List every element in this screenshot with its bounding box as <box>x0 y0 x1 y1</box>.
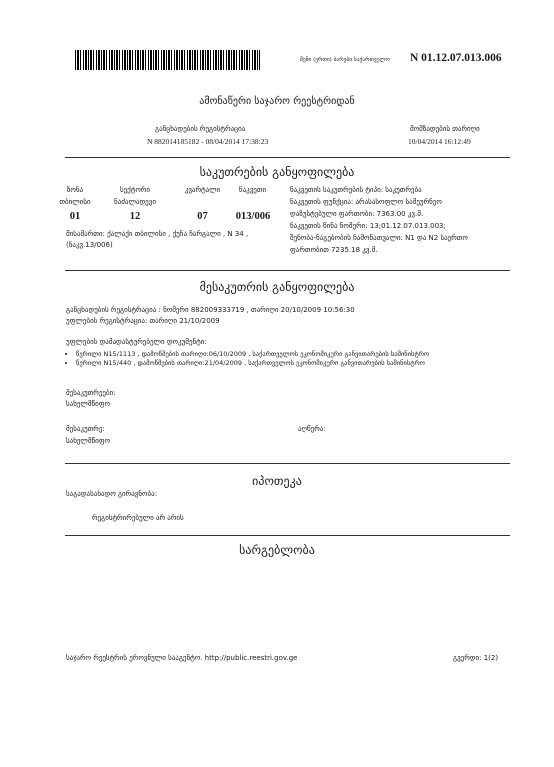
page-number: გვერდი: 1(2) <box>453 654 499 662</box>
rights-date-line: უფლების რეგისტრაცია: თარიღი 21/10/2009 <box>66 317 220 325</box>
col-value-plot: 013/006 <box>235 211 271 222</box>
col-value-quarter: 07 <box>197 211 208 222</box>
barcode-image <box>75 50 260 70</box>
tax-lien-label: საგადასახადო გირავნობა: <box>66 490 158 498</box>
prepared-date-label: მომზადების თარიღი <box>410 125 480 133</box>
property-section-title: საკუთრების განყოფილება <box>199 165 355 179</box>
prepared-date-value: 10/04/2014 16:12:49 <box>408 137 471 146</box>
property-detail-2: დაზუსტებული ფართობი: 7363.00 კვ.მ. <box>290 210 424 218</box>
documents-label: უფლების დამადასტურებელი დოკუმენტი: <box>66 338 207 346</box>
owner-value: სახელმწიფო <box>66 437 111 445</box>
divider <box>65 463 510 464</box>
property-detail-5: ფართობით 7235.18 კვ.მ. <box>290 246 378 254</box>
application-registration-value: N 882014185182 - 08/04/2014 17:38:23 <box>147 137 269 146</box>
owner-label: მესაკუთრე: <box>66 425 105 433</box>
mortgage-section-title: იპოთეკა <box>252 474 302 488</box>
col-header-plot: ნაკვეთი <box>238 186 267 194</box>
owner-registration-line: განცხადების რეგისტრაცია : ნომერი 882009333719 , თარიღი 20/10/2009 10:56:30 <box>66 306 355 314</box>
col-header-sector: სექტორი <box>119 186 151 194</box>
property-detail-4: შენობა-ნაგებობის ჩამონათვალი: N1 და N2 საერთო <box>290 234 468 242</box>
owners-value: სახელმწიფო <box>66 400 111 408</box>
document-item: • წერილი N15/1113 , დამოწმების თარიღი:06/10/2009 , საქართველოს ეკონომიკური განვითარების სამინისტრო <box>76 350 506 359</box>
owner-section-title: მესაკუთრის განყოფილება <box>199 280 355 294</box>
divider <box>65 535 510 536</box>
col-value-zone: 01 <box>69 211 81 222</box>
property-detail-0: ნაკვეთის საკუთრების ტიპი: საკუთრება <box>290 186 422 194</box>
tax-lien-value: რეგისტრირებული არ არის <box>92 514 184 522</box>
address-line-1: მისამართი: ქალაქი თბილისი , ქუჩა ჩარგალი , N 34 , <box>66 230 249 238</box>
document-number: N 01.12.07.013.006 <box>410 52 502 64</box>
col-subheader-zone: თბილისი <box>59 198 91 206</box>
col-value-sector: 12 <box>129 211 141 222</box>
document-item: • წერილი N15/440 , დამოწმების თარიღი:21/04/2009 , საქართველოს ეკონომიკური განვითარების სამინისტრო <box>76 359 506 368</box>
address-line-2: (ნაკვ.13/006) <box>66 241 113 249</box>
property-detail-3: ნაკვეთის წინა ნომერი: 13;01.12.07.013.003; <box>290 222 446 230</box>
col-subheader-sector: ნაძალადევი <box>114 198 156 206</box>
doc-caption: შენი (ერთი) ბარები საქართველო <box>300 57 390 63</box>
application-registration-label: განცხადების რეგისტრაცია <box>155 125 246 133</box>
documents-list <box>66 350 506 368</box>
col-header-zone: ზონა <box>66 186 84 194</box>
footer-agency-link: საჯარო რეესტრის ეროვნული სააგენტო. http://public.reestri.gov.ge <box>66 654 298 662</box>
divider <box>65 270 510 271</box>
usage-section-title: სარგებლობა <box>239 543 315 557</box>
col-header-quarter: კვარტალი <box>184 186 221 194</box>
divider <box>65 157 510 158</box>
description-label: აღწერა: <box>298 425 326 433</box>
agency-title: ამონაწერი საჯარო რეესტრიდან <box>199 96 355 107</box>
property-detail-1: ნაკვეთის ფუნქცია: არასასოფლო სამეურნეო <box>290 198 442 206</box>
owners-label: მესაკუთრეები: <box>66 389 116 397</box>
